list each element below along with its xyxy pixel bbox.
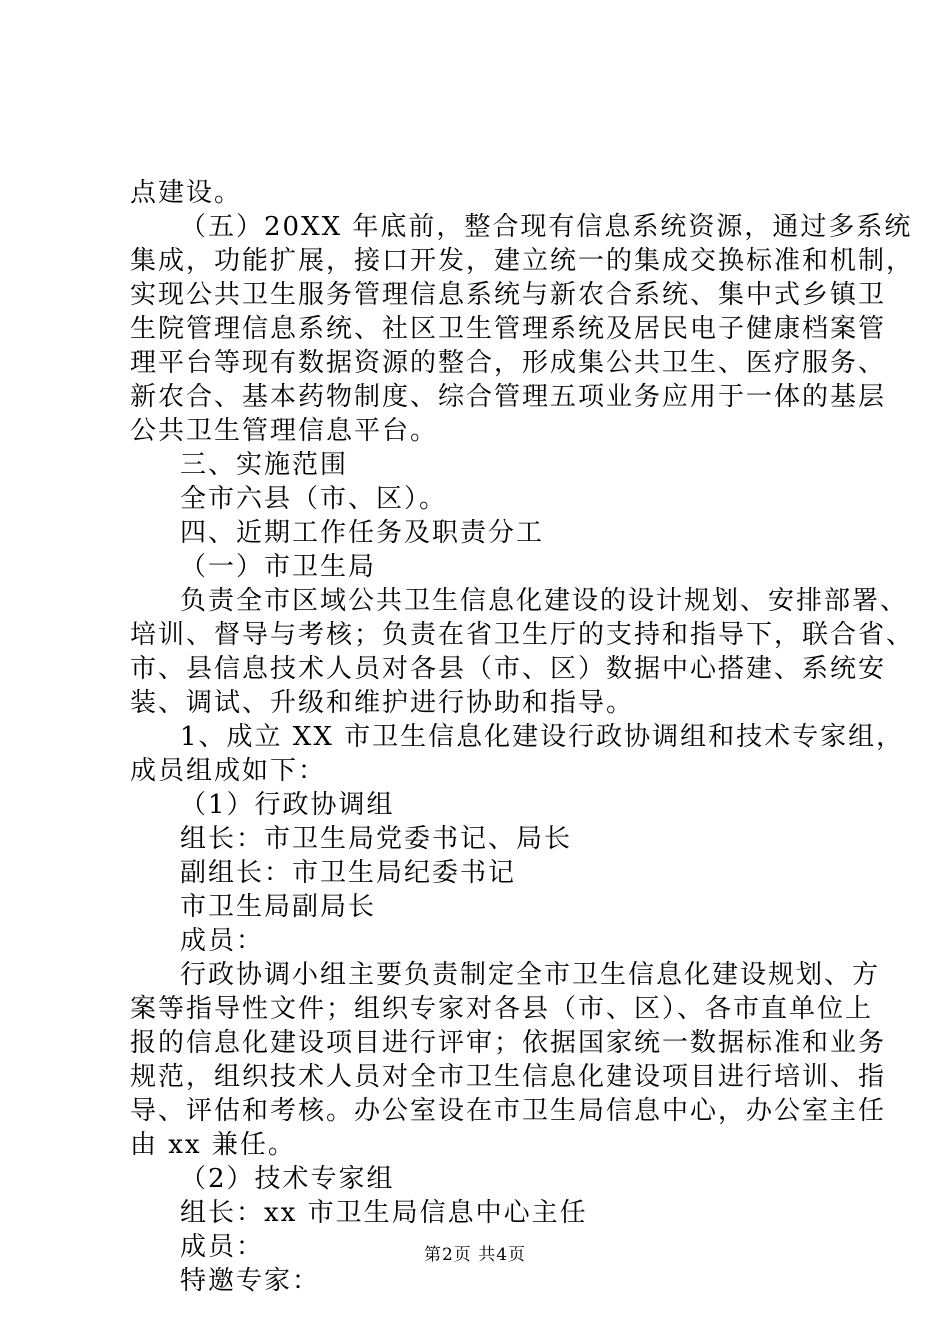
text-line: 市、县信息技术人员对各县（市、区）数据中心搭建、系统安 (130, 654, 887, 684)
text-line: 公共卫生管理信息平台。 (130, 416, 439, 446)
text-line: 成员： (180, 1232, 265, 1262)
text-line: 市卫生局副局长 (180, 892, 377, 922)
text-line: 装、调试、升级和维护进行协助和指导。 (130, 688, 635, 718)
text-line: 1、成立 XX 市卫生信息化建设行政协调组和技术专家组， (180, 722, 905, 752)
text-line: 案等指导性文件；组织专家对各县（市、区）、各市直单位上 (130, 994, 874, 1024)
text-line: 报的信息化建设项目进行评审；依据国家统一数据标准和业务 (130, 1028, 887, 1058)
page-footer: 第2页 共4页 (423, 1245, 527, 1265)
text-line: 规范，组织技术人员对全市卫生信息化建设项目进行培训、指 (130, 1062, 887, 1092)
text-line: 由 xx 兼任。 (130, 1130, 296, 1160)
text-line: 实现公共卫生服务管理信息系统与新农合系统、集中式乡镇卫 (130, 280, 887, 310)
text-line: 组长：xx 市卫生局信息中心主任 (180, 1198, 588, 1228)
text-line: 副组长：市卫生局纪委书记 (180, 858, 517, 888)
text-line: 新农合、基本药物制度、综合管理五项业务应用于一体的基层 (130, 382, 887, 412)
text-line: 全市六县（市、区）。 (180, 484, 448, 514)
text-line: 负责全市区域公共卫生信息化建设的设计规划、安排部署、 (180, 586, 909, 616)
text-line: 生院管理信息系统、社区卫生管理系统及居民电子健康档案管 (130, 314, 887, 344)
section-heading: 三、实施范围 (180, 450, 349, 480)
subsection-heading: （一）市卫生局 (180, 552, 377, 582)
subsection-heading: （2）技术专家组 (180, 1164, 395, 1194)
text-line: （五）20XX 年底前，整合现有信息系统资源，通过多系统 (180, 212, 913, 242)
text-line: 点建设。 (130, 178, 243, 208)
text-line: 成员： (180, 926, 265, 956)
text-line: 集成，功能扩展，接口开发，建立统一的集成交换标准和机制， (130, 246, 915, 276)
text-line: 特邀专家： (180, 1266, 321, 1296)
text-line: 理平台等现有数据资源的整合，形成集公共卫生、医疗服务、 (130, 348, 887, 378)
text-line: 培训、督导与考核；负责在省卫生厅的支持和指导下，联合省、 (130, 620, 915, 650)
text-line: 组长：市卫生局党委书记、局长 (180, 824, 573, 854)
subsection-heading: （1）行政协调组 (180, 790, 395, 820)
text-line: 行政协调小组主要负责制定全市卫生信息化建设规划、方 (180, 960, 881, 990)
text-line: 成员组成如下： (130, 756, 327, 786)
text-line: 导、评估和考核。办公室设在市卫生局信息中心，办公室主任 (130, 1096, 887, 1126)
section-heading: 四、近期工作任务及职责分工 (180, 518, 545, 548)
